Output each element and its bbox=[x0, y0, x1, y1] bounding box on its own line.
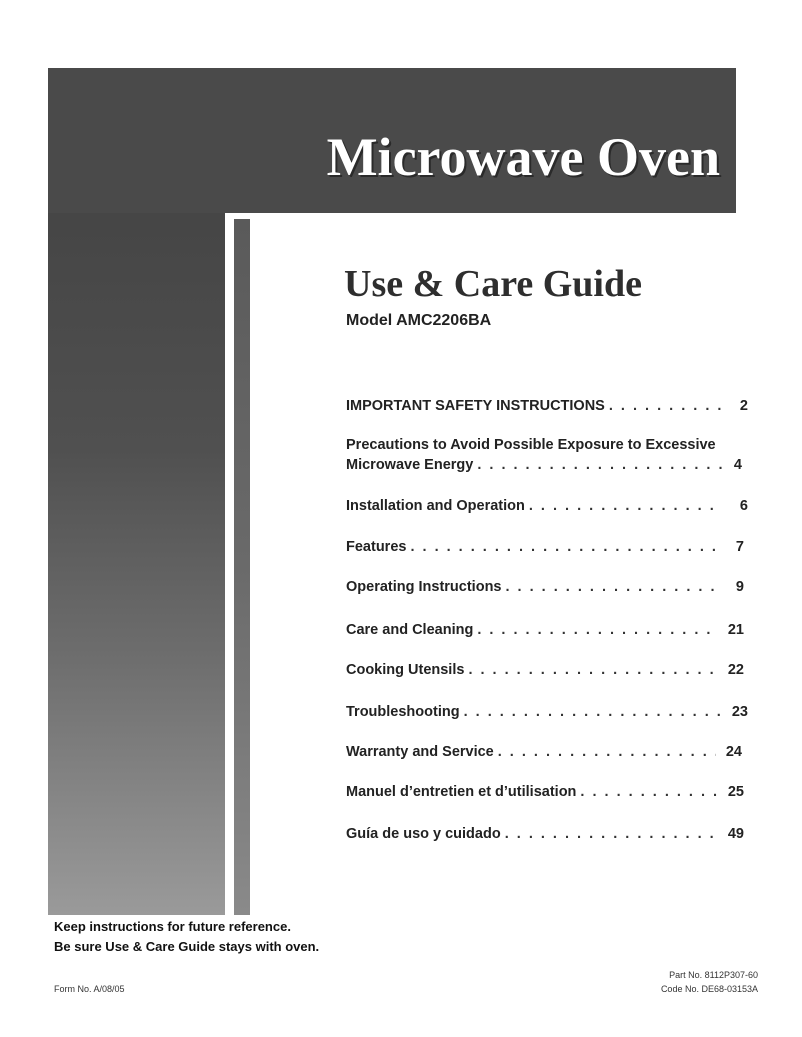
vertical-stripe bbox=[234, 219, 250, 915]
toc-dot-leader bbox=[529, 496, 722, 516]
document-title: Microwave Oven bbox=[326, 127, 720, 187]
toc-dot-leader bbox=[477, 620, 718, 640]
retention-note bbox=[54, 917, 319, 957]
toc-entry-troubleshooting[interactable] bbox=[346, 702, 748, 722]
part-info bbox=[661, 968, 758, 996]
toc-dot-leader bbox=[506, 577, 719, 597]
toc-dot-leader bbox=[609, 396, 722, 416]
toc-entry-page: 25 bbox=[727, 784, 744, 800]
model-number: Model AMC2206BA bbox=[346, 312, 492, 329]
toc-entry-title: Features bbox=[346, 539, 407, 555]
toc-entry-title: Guía de uso y cuidado bbox=[346, 826, 501, 842]
toc-dot-leader bbox=[477, 455, 728, 475]
retention-note-line: Keep instructions for future reference. bbox=[54, 919, 291, 934]
document-subtitle: Use & Care Guide bbox=[344, 263, 642, 305]
toc-dot-leader bbox=[410, 537, 718, 557]
toc-entry-precautions[interactable] bbox=[346, 435, 748, 475]
toc-dot-leader bbox=[580, 782, 718, 802]
toc-dot-leader bbox=[498, 742, 716, 762]
toc-entry-french-manual[interactable] bbox=[346, 782, 748, 802]
toc-entry-page: 9 bbox=[735, 579, 744, 595]
toc-dot-leader bbox=[468, 660, 718, 680]
toc-entry-spanish-guide[interactable] bbox=[346, 824, 748, 844]
toc-entry-page: 22 bbox=[727, 662, 744, 678]
part-number: Part No. 8112P307-60 bbox=[669, 970, 758, 980]
toc-dot-leader bbox=[505, 824, 718, 844]
toc-entry-warranty[interactable] bbox=[346, 742, 748, 762]
toc-entry-title: Operating Instructions bbox=[346, 579, 502, 595]
toc-entry-title: Installation and Operation bbox=[346, 498, 525, 514]
retention-note-line: Be sure Use & Care Guide stays with oven. bbox=[54, 939, 320, 954]
code-number: Code No. DE68-03153A bbox=[660, 984, 758, 994]
toc-entry-page: 4 bbox=[733, 457, 742, 473]
toc-entry-title: Manuel d’entretien et d’utilisation bbox=[346, 784, 577, 800]
toc-entry-page: 24 bbox=[725, 744, 742, 760]
toc-entry-safety[interactable] bbox=[346, 396, 748, 416]
toc-entry-page: 21 bbox=[727, 622, 744, 638]
toc-entry-page: 23 bbox=[731, 704, 748, 720]
form-number: Form No. A/08/05 bbox=[54, 984, 125, 994]
toc-entry-title: IMPORTANT SAFETY INSTRUCTIONS bbox=[346, 398, 605, 414]
toc-entry-operating[interactable] bbox=[346, 577, 748, 597]
toc-entry-features[interactable] bbox=[346, 537, 748, 557]
toc-entry-page: 7 bbox=[735, 539, 744, 555]
toc-entry-title: Cooking Utensils bbox=[346, 662, 465, 678]
toc-entry-title-line: Precautions to Avoid Possible Exposure to Excessive bbox=[346, 437, 716, 453]
toc-entry-installation[interactable] bbox=[346, 496, 748, 516]
toc-entry-utensils[interactable] bbox=[346, 660, 748, 680]
toc-entry-page: 2 bbox=[739, 398, 748, 414]
toc-entry-page: 6 bbox=[739, 498, 748, 514]
toc-dot-leader bbox=[464, 702, 722, 722]
toc-entry-title: Troubleshooting bbox=[346, 704, 460, 720]
toc-entry-care[interactable] bbox=[346, 620, 748, 640]
toc-entry-page: 49 bbox=[727, 826, 744, 842]
toc-entry-title: Warranty and Service bbox=[346, 744, 494, 760]
toc-entry-title: Care and Cleaning bbox=[346, 622, 474, 638]
toc-entry-title: Microwave Energy bbox=[346, 457, 474, 473]
